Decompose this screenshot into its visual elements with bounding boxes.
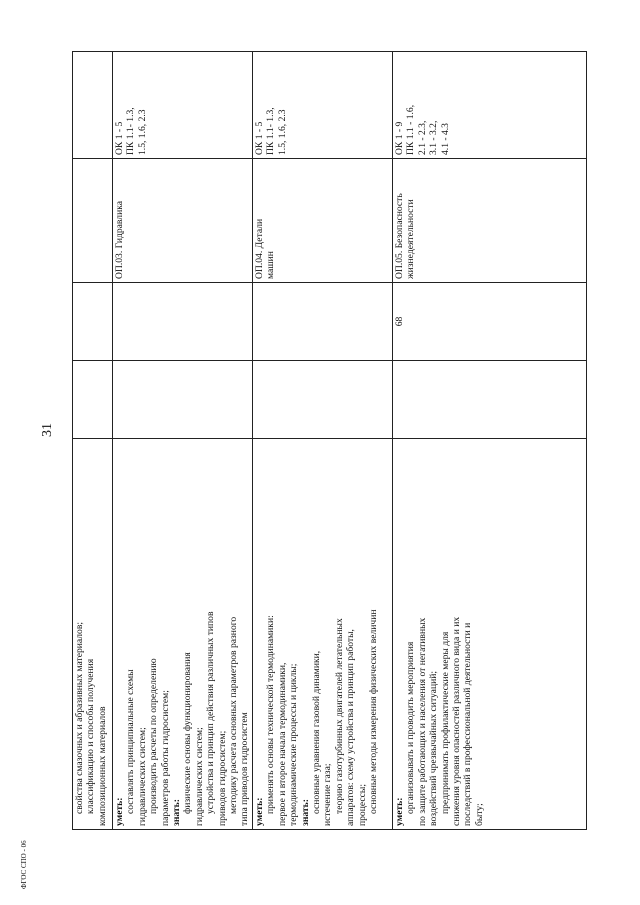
competency-line: ОК 1 - 5 [114,121,125,155]
discipline-line: ОП.03. Гидравлика [114,201,125,279]
cell-text-line: классификацию и способы получения [85,658,97,814]
cell-text-line: основные методы измерения физических величин [367,609,379,814]
cell-text-line: методику расчета основных параметров разного [228,616,240,814]
table-row [392,52,586,830]
cell-text-line: композиционных материалов [96,706,108,826]
cell-text-line: уметь: [253,797,265,826]
discipline-cell [113,159,253,283]
page-number: 31 [40,423,55,437]
cell-text-line: процессы; [356,784,368,826]
competency-line: 4.1 - 4.3 [439,123,451,155]
hours-module-cell [252,283,392,361]
cell-text-line: первое и второе начала термодинамики, [276,662,288,826]
cell-text-line: предпринимать профилактические меры для [439,631,451,814]
competencies-cell [392,52,586,159]
rotated-table-container [72,52,576,830]
cell-text-line: параметров работы гидросистем; [159,690,171,826]
footer-code: ФГОС СПО - 06 [20,840,28,889]
cell-text-line: устройства и принцип действия различных типов [205,611,217,814]
competency-line: 1.5, 1.6, 2.3 [276,109,288,155]
cell-text-line: типа приводов гидросистем [239,712,251,826]
hours-total-cell [392,361,586,439]
discipline-line: ОП.04. Детали [253,218,265,279]
discipline-cell [73,159,113,283]
cell-text-line: организовывать и проводить мероприятия [405,641,417,814]
competency-line: ПК 1.1- 1.3, [265,107,277,155]
cell-text-line: воздействий чрезвычайных ситуаций; [428,670,440,826]
discipline-cell [252,159,392,283]
discipline-cell [392,159,586,283]
competency-line: ОК 1 - 9 [393,121,405,155]
cell-text-line: знать: [299,799,311,826]
cell-text-line: истечение газа; [322,763,334,826]
cell-text-line: составлять принципиальные схемы [125,669,137,814]
cell-text-line: быту; [473,803,485,826]
cell-text-line: производить расчеты по определению [148,658,160,814]
cell-text-line: физические основы функционирования [182,652,194,814]
cell-text-line: гидравлических систем; [193,727,205,826]
competency-line: 1.5, 1.6, 2.3 [136,109,148,155]
cell-text-line: гидравлических систем; [136,727,148,826]
competency-line: 3.1 - 3.2, [428,120,440,155]
cell-text-line: применять основы технической термодинамики: [265,615,277,814]
competency-line: ПК 1.1- 1.3, [125,107,137,155]
skills-knowledge-cell [113,439,253,830]
cell-text-line: приводов гидросистем; [216,730,228,826]
hours-total-cell [252,361,392,439]
curriculum-table [72,51,587,830]
discipline-line: машин [265,251,277,279]
competency-line: 2.1 - 2.3, [416,120,428,155]
hours-total-cell [113,361,253,439]
cell-text-line: свойства смазочных и абразивных материалов; [74,621,85,814]
cell-text-line: снижения уровня опасностей различного вида и их [450,616,462,826]
cell-text-line: уметь: [393,797,405,826]
competencies-cell [252,52,392,159]
cell-text-line: по защите работающих и населения от негативных [416,617,428,826]
cell-text-line: основные уравнения газовой динамики, [310,650,322,814]
skills-knowledge-cell [252,439,392,830]
competency-line: ОК 1 - 5 [253,121,265,155]
hours-total-cell [73,361,113,439]
cell-text-line: теорию газотурбинных двигателей летательных [333,618,345,814]
competency-line: ПК 1.1 - 1.6, [405,104,417,155]
table-row [73,52,113,830]
discipline-line: жизнедеятельности [405,199,417,279]
discipline-line: ОП.05. Безопасность [393,193,405,279]
hours-module-cell [113,283,253,361]
skills-knowledge-cell [73,439,113,830]
cell-text-line: знать: [171,799,183,826]
competencies-cell [113,52,253,159]
skills-knowledge-cell [392,439,586,830]
table-row [113,52,253,830]
table-row [252,52,392,830]
cell-text-line: термодинамические процессы и циклы; [288,663,300,826]
hours-module-cell [73,283,113,361]
cell-text-line: аппаратов: схему устройства и принцип работы, [345,629,357,826]
cell-text-line: последствий в профессиональной деятельности и [462,622,474,826]
cell-text-line: уметь: [114,797,125,826]
hours-module-cell: 68 [392,283,586,361]
competencies-cell [73,52,113,159]
